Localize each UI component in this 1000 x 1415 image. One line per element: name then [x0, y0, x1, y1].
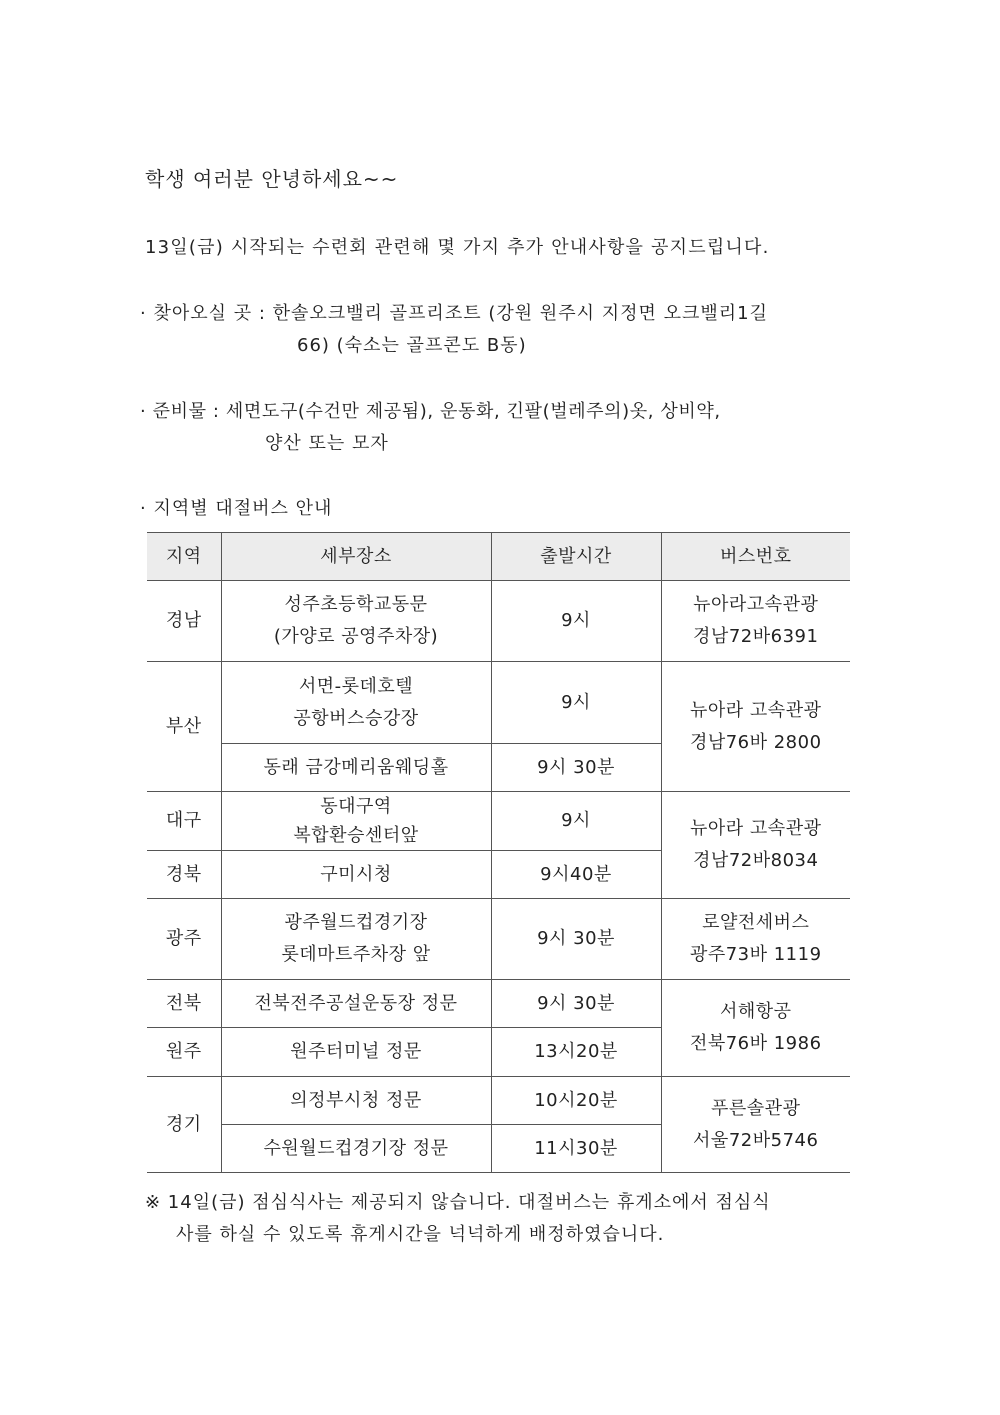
place-cell: 구미시청: [221, 851, 491, 899]
time-cell: 9시 30분: [491, 744, 661, 792]
region-cell: 원주: [147, 1028, 221, 1077]
notice-line-1: ※ 14일(금) 점심식사는 제공되지 않습니다. 대절버스는 휴게소에서 점심식: [145, 1192, 771, 1213]
page-title: 학생 여러분 안녕하세요~~: [145, 167, 399, 191]
place-cell: 원주터미널 정문: [221, 1028, 491, 1077]
header-bus: 버스번호: [661, 533, 850, 581]
time-cell: 13시20분: [491, 1028, 661, 1077]
bus-cell: 로얄전세버스 광주73바 1119: [661, 899, 850, 980]
region-cell: 경기: [147, 1077, 221, 1173]
time-cell: 11시30분: [491, 1125, 661, 1173]
place-cell: 광주월드컵경기장 롯데마트주차장 앞: [221, 899, 491, 980]
time-cell: 9시 30분: [491, 899, 661, 980]
time-cell: 10시20분: [491, 1077, 661, 1125]
supplies-line-1: · 준비물 : 세면도구(수건만 제공됨), 운동화, 긴팔(벌레주의)옷, 상비약,: [140, 401, 721, 422]
region-cell: 광주: [147, 899, 221, 980]
place-cell: 성주초등학교동문 (가양로 공영주차장): [221, 581, 491, 662]
location-line-2: 66) (숙소는 골프콘도 B동): [297, 335, 527, 356]
table-header-row: [147, 533, 850, 581]
region-cell: 경남: [147, 581, 221, 662]
place-cell: 수원월드컵경기장 정문: [221, 1125, 491, 1173]
bus-cell: 뉴아라 고속관광 경남76바 2800: [661, 662, 850, 792]
bus-cell: 푸른솔관광 서울72바5746: [661, 1077, 850, 1173]
header-region: 지역: [147, 533, 221, 581]
notice-line-2: 사를 하실 수 있도록 휴게시간을 넉넉하게 배정하였습니다.: [176, 1224, 665, 1245]
time-cell: 9시: [491, 662, 661, 744]
time-cell: 9시: [491, 792, 661, 851]
place-cell: 동대구역 복합환승센터앞: [221, 792, 491, 851]
place-cell: 서면-롯데호텔 공항버스승강장: [221, 662, 491, 744]
table-row: [147, 899, 850, 980]
location-line-1: · 찾아오실 곳 : 한솔오크밸리 골프리조트 (강원 원주시 지정면 오크밸리1길: [140, 303, 769, 324]
table-row: [147, 1077, 850, 1125]
region-cell: 전북: [147, 980, 221, 1028]
table-row: [147, 980, 850, 1028]
time-cell: 9시40분: [491, 851, 661, 899]
region-cell: 부산: [147, 662, 221, 792]
header-place: 세부장소: [221, 533, 491, 581]
time-cell: 9시 30분: [491, 980, 661, 1028]
table-row: [147, 581, 850, 662]
time-cell: 9시: [491, 581, 661, 662]
table-row: [147, 662, 850, 744]
region-cell: 경북: [147, 851, 221, 899]
intro-text: 13일(금) 시작되는 수련회 관련해 몇 가지 추가 안내사항을 공지드립니다.: [145, 237, 770, 258]
place-cell: 의정부시청 정문: [221, 1077, 491, 1125]
supplies-line-2: 양산 또는 모자: [265, 433, 389, 454]
table-row: [147, 792, 850, 851]
bus-cell: 뉴아라 고속관광 경남72바8034: [661, 792, 850, 899]
place-cell: 전북전주공설운동장 정문: [221, 980, 491, 1028]
region-cell: 대구: [147, 792, 221, 851]
bus-cell: 뉴아라고속관광 경남72바6391: [661, 581, 850, 662]
bus-table: [147, 532, 850, 1173]
bus-cell: 서해항공 전북76바 1986: [661, 980, 850, 1077]
place-cell: 동래 금강메리움웨딩홀: [221, 744, 491, 792]
bus-heading: · 지역별 대절버스 안내: [140, 498, 333, 519]
header-time: 출발시간: [491, 533, 661, 581]
